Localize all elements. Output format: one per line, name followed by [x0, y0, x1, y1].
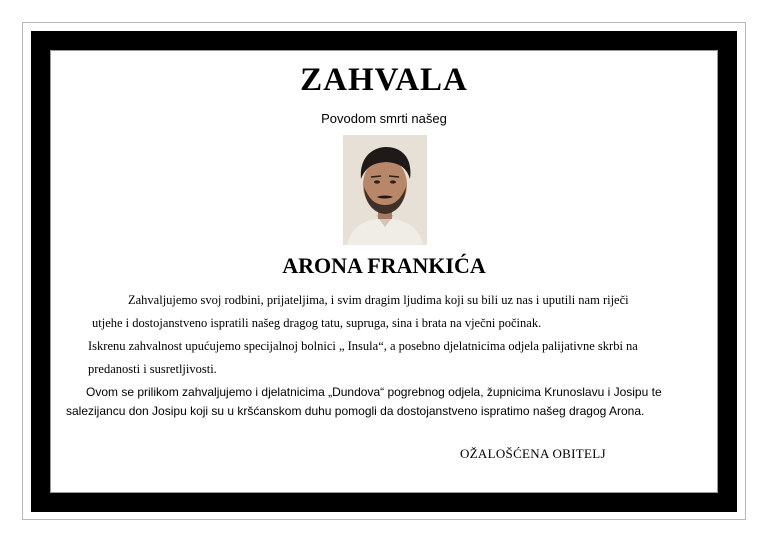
portrait-photo: [343, 135, 427, 245]
portrait-icon: [343, 135, 427, 245]
body-line-1: Zahvaljujemo svoj rodbini, prijateljima, i svim dragim ljudima koji su bili uz nas i uputili nam riječi: [128, 293, 629, 307]
notice-subtitle: Povodom smrti našeg: [321, 111, 447, 126]
deceased-name: ARONA FRANKIĆA: [282, 253, 486, 278]
signature: OŽALOŠĆENA OBITELJ: [460, 446, 606, 461]
body-line-5: Ovom se prilikom zahvaljujemo i djelatnicima „Dundova“ pogrebnog odjela, župnicima Krunoslavu i Josipu te: [86, 385, 662, 399]
body-line-2: utjehe i dostojanstveno ispratili našeg dragog tatu, supruga, sina i brata na vječni počinak.: [92, 316, 542, 330]
body-line-3: Iskrenu zahvalnost upućujemo specijalnoj bolnici „ Insula“, a posebno djelatnicima odjela palijativne skrbi na: [88, 339, 638, 353]
body-line-6: salezijancu don Josipu koji su u kršćanskom duhu pomogli da dostojanstveno ispratimo našeg dragog Arona.: [66, 404, 645, 418]
notice-title: ZAHVALA: [300, 62, 468, 98]
body-line-4: predanosti i susretljivosti.: [88, 362, 217, 376]
